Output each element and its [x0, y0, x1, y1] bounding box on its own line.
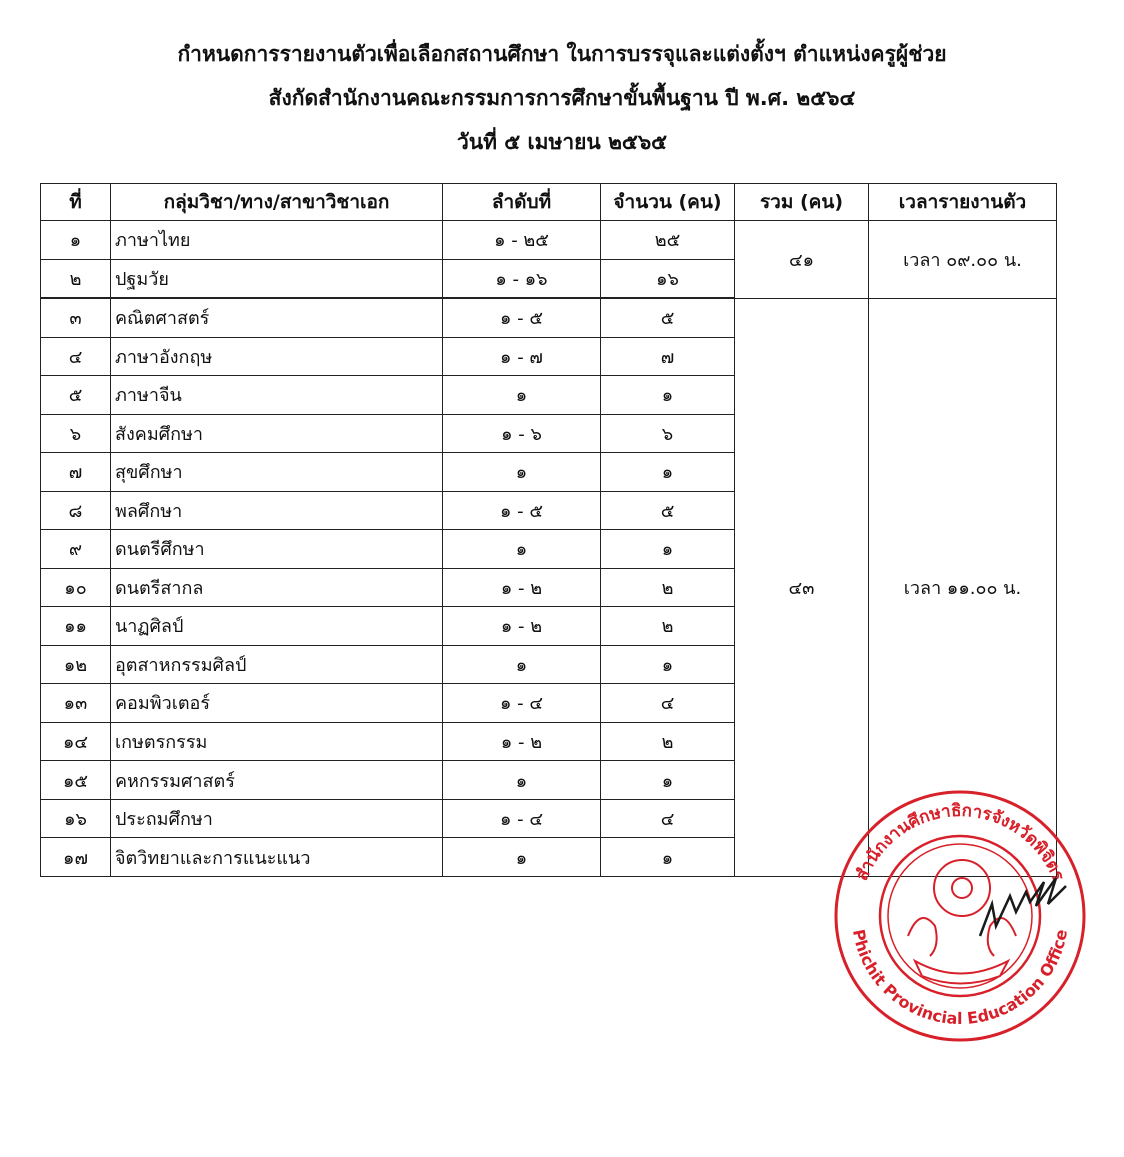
cell-order: ๑ - ๔: [443, 684, 601, 723]
cell-report-time: เวลา ๐๙.๐๐ น.: [869, 221, 1057, 299]
cell-subject: ภาษาอังกฤษ: [111, 337, 443, 376]
cell-order: ๑ - ๒: [443, 607, 601, 646]
cell-order: ๑: [443, 453, 601, 492]
cell-no: ๑: [41, 221, 111, 260]
cell-subject: นาฏศิลป์: [111, 607, 443, 646]
cell-count: ๑: [601, 645, 735, 684]
cell-no: ๗: [41, 453, 111, 492]
schedule-table: [40, 183, 1057, 877]
cell-order: ๑: [443, 645, 601, 684]
cell-no: ๖: [41, 414, 111, 453]
cell-order: ๑ - ๒: [443, 568, 601, 607]
cell-order: ๑: [443, 838, 601, 877]
cell-subject: ภาษาจีน: [111, 376, 443, 415]
cell-subject: คหกรรมศาสตร์: [111, 761, 443, 800]
col-header-count: จำนวน (คน): [601, 184, 735, 221]
col-header-no: ที่: [41, 184, 111, 221]
cell-no: ๑๗: [41, 838, 111, 877]
cell-order: ๑: [443, 761, 601, 800]
cell-subject: ประถมศึกษา: [111, 799, 443, 838]
table-row: [41, 221, 1057, 260]
cell-count: ๑: [601, 761, 735, 800]
cell-count: ๒: [601, 568, 735, 607]
cell-subject: สังคมศึกษา: [111, 414, 443, 453]
cell-order: ๑ - ๔: [443, 799, 601, 838]
signature-mark: [980, 878, 1066, 936]
cell-count: ๑๖: [601, 259, 735, 298]
header-subtitle: สังกัดสำนักงานคณะกรรมการการศึกษาขั้นพื้นฐาน ปี พ.ศ. ๒๕๖๔: [268, 86, 856, 110]
cell-order: ๑ - ๒: [443, 722, 601, 761]
cell-count: ๑: [601, 838, 735, 877]
cell-subject: คณิตศาสตร์: [111, 298, 443, 337]
cell-no: ๑๖: [41, 799, 111, 838]
cell-count: ๕: [601, 491, 735, 530]
cell-order: ๑ - ๒๕: [443, 221, 601, 260]
cell-no: ๔: [41, 337, 111, 376]
cell-subject: เกษตรกรรม: [111, 722, 443, 761]
table-header-row: [41, 184, 1057, 221]
table-row: [41, 298, 1057, 337]
cell-no: ๙: [41, 530, 111, 569]
cell-group-total: ๔๑: [735, 221, 869, 299]
cell-order: ๑ - ๕: [443, 491, 601, 530]
cell-subject: ดนตรีศึกษา: [111, 530, 443, 569]
cell-count: ๖: [601, 414, 735, 453]
cell-subject: ปฐมวัย: [111, 259, 443, 298]
cell-order: ๑ - ๗: [443, 337, 601, 376]
svg-text:สำนักงานศึกษาธิการจังหวัดพิจิต: สำนักงานศึกษาธิการจังหวัดพิจิตร: [852, 800, 1068, 884]
svg-text:Phichit Provincial Education O: Phichit Provincial Education Office: [848, 927, 1072, 1029]
cell-group-total: ๔๓: [735, 298, 869, 876]
cell-order: ๑: [443, 376, 601, 415]
col-header-subject: กลุ่มวิชา/ทาง/สาขาวิชาเอก: [111, 184, 443, 221]
cell-subject: จิตวิทยาและการแนะแนว: [111, 838, 443, 877]
cell-count: ๔: [601, 684, 735, 723]
cell-subject: สุขศึกษา: [111, 453, 443, 492]
cell-count: ๑: [601, 376, 735, 415]
cell-no: ๑๓: [41, 684, 111, 723]
cell-order: ๑ - ๖: [443, 414, 601, 453]
cell-order: ๑ - ๑๖: [443, 259, 601, 298]
header-date: วันที่ ๕ เมษายน ๒๕๖๕: [456, 130, 668, 154]
cell-count: ๒๕: [601, 221, 735, 260]
cell-count: ๒: [601, 722, 735, 761]
cell-no: ๑๕: [41, 761, 111, 800]
cell-subject: อุตสาหกรรมศิลป์: [111, 645, 443, 684]
col-header-total: รวม (คน): [735, 184, 869, 221]
header-title: กำหนดการรายงานตัวเพื่อเลือกสถานศึกษา ในการบรรจุและแต่งตั้งฯ ตำแหน่งครูผู้ช่วย: [177, 42, 947, 66]
col-header-order: ลำดับที่: [443, 184, 601, 221]
cell-count: ๒: [601, 607, 735, 646]
cell-no: ๑๑: [41, 607, 111, 646]
col-header-time: เวลารายงานตัว: [869, 184, 1057, 221]
cell-subject: พลศึกษา: [111, 491, 443, 530]
cell-no: ๓: [41, 298, 111, 337]
cell-order: ๑: [443, 530, 601, 569]
document-header: [0, 32, 1124, 164]
cell-no: ๒: [41, 259, 111, 298]
cell-subject: ภาษาไทย: [111, 221, 443, 260]
cell-no: ๘: [41, 491, 111, 530]
cell-count: ๑: [601, 530, 735, 569]
cell-no: ๑๔: [41, 722, 111, 761]
cell-subject: ดนตรีสากล: [111, 568, 443, 607]
cell-count: ๔: [601, 799, 735, 838]
cell-count: ๑: [601, 453, 735, 492]
cell-count: ๗: [601, 337, 735, 376]
cell-subject: คอมพิวเตอร์: [111, 684, 443, 723]
cell-no: ๕: [41, 376, 111, 415]
cell-order: ๑ - ๕: [443, 298, 601, 337]
cell-no: ๑๐: [41, 568, 111, 607]
cell-no: ๑๒: [41, 645, 111, 684]
cell-count: ๕: [601, 298, 735, 337]
official-seal-stamp: [830, 786, 1090, 1046]
cell-report-time: เวลา ๑๑.๐๐ น.: [869, 298, 1057, 876]
